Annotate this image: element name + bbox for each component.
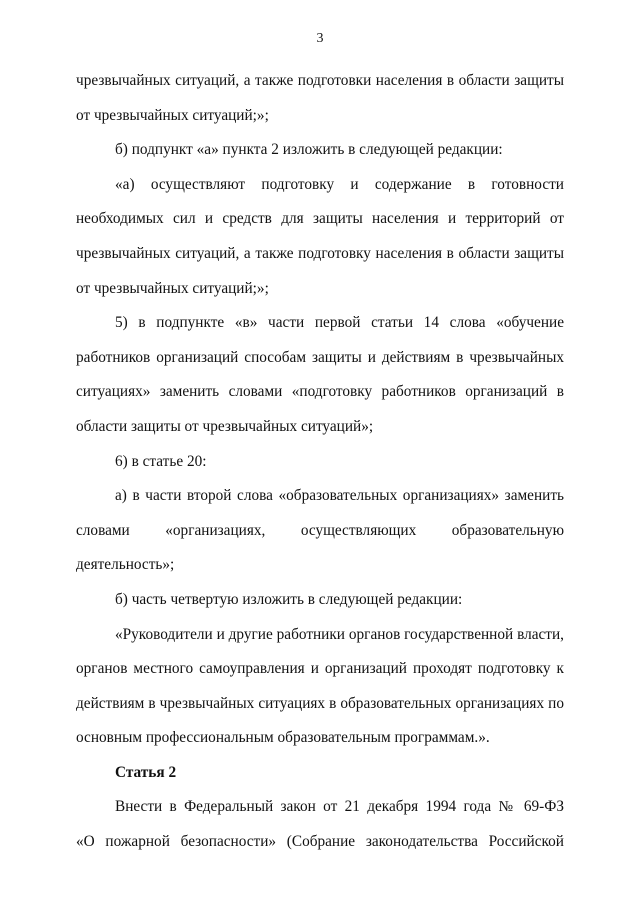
text-line: «О пожарной безопасности» (Собрание законодательства Российской <box>76 833 564 851</box>
paragraph-item-5-cont <box>76 341 564 445</box>
paragraph-article-2-cont <box>76 825 564 860</box>
paragraph-quoted-text-cont <box>76 652 564 756</box>
text-line: от чрезвычайных ситуаций;»; <box>76 106 269 124</box>
paragraph-quoted-text <box>76 618 564 653</box>
paragraph-subitem-b <box>76 133 564 168</box>
text-line: основным профессиональным образовательным программам.». <box>76 729 490 747</box>
paragraph-quoted-a <box>76 168 564 203</box>
paragraph-quoted-a-cont <box>76 202 564 306</box>
paragraph-article-2 <box>76 790 564 825</box>
text-line: необходимых сил и средств для защиты населения и территорий от <box>76 210 564 228</box>
text-line: действиям в чрезвычайных ситуациях в образовательных организациях по <box>76 694 564 712</box>
text-line: 5) в подпункте «в» части первой статьи 14 слова «обучение <box>115 314 564 332</box>
text-line: от чрезвычайных ситуаций;»; <box>76 279 269 297</box>
text-line: ситуациях» заменить словами «подготовку работников организаций в <box>76 383 564 401</box>
paragraph-continuation <box>76 64 564 133</box>
paragraph-item-6a-cont <box>76 514 564 583</box>
paragraph-item-6 <box>76 445 564 480</box>
page-number: 3 <box>316 31 324 46</box>
document-body <box>76 64 564 860</box>
text-line: чрезвычайных ситуаций, а также подготовки населения в области защиты <box>76 72 564 89</box>
paragraph-item-5 <box>76 306 564 341</box>
text-line: органов местного самоуправления и организаций проходят подготовку к <box>76 660 564 678</box>
text-line: а) в части второй слова «образовательных организациях» заменить <box>115 487 564 505</box>
paragraph-item-6a <box>76 479 564 514</box>
text-line: б) подпункт «а» пункта 2 изложить в следующей редакции: <box>115 141 503 159</box>
paragraph-item-6b <box>76 583 564 618</box>
text-line: словами «организациях, осуществляющих образовательную деятельность»; <box>76 521 564 574</box>
text-line: чрезвычайных ситуаций, а также подготовку населения в области защиты <box>76 244 564 262</box>
text-line: «а) осуществляют подготовку и содержание в готовности <box>115 175 564 193</box>
text-line: б) часть четвертую изложить в следующей редакции: <box>115 590 463 608</box>
text-line: «Руководители и другие работники органов государственной власти, <box>115 625 564 643</box>
article-heading: Статья 2 <box>115 763 177 781</box>
text-line: Внести в Федеральный закон от 21 декабря 1994 года № 69-ФЗ <box>115 798 564 816</box>
text-line: работников организаций способам защиты и действиям в чрезвычайных <box>76 348 564 366</box>
text-line: 6) в статье 20: <box>115 452 207 470</box>
text-line: области защиты от чрезвычайных ситуаций»; <box>76 417 374 435</box>
